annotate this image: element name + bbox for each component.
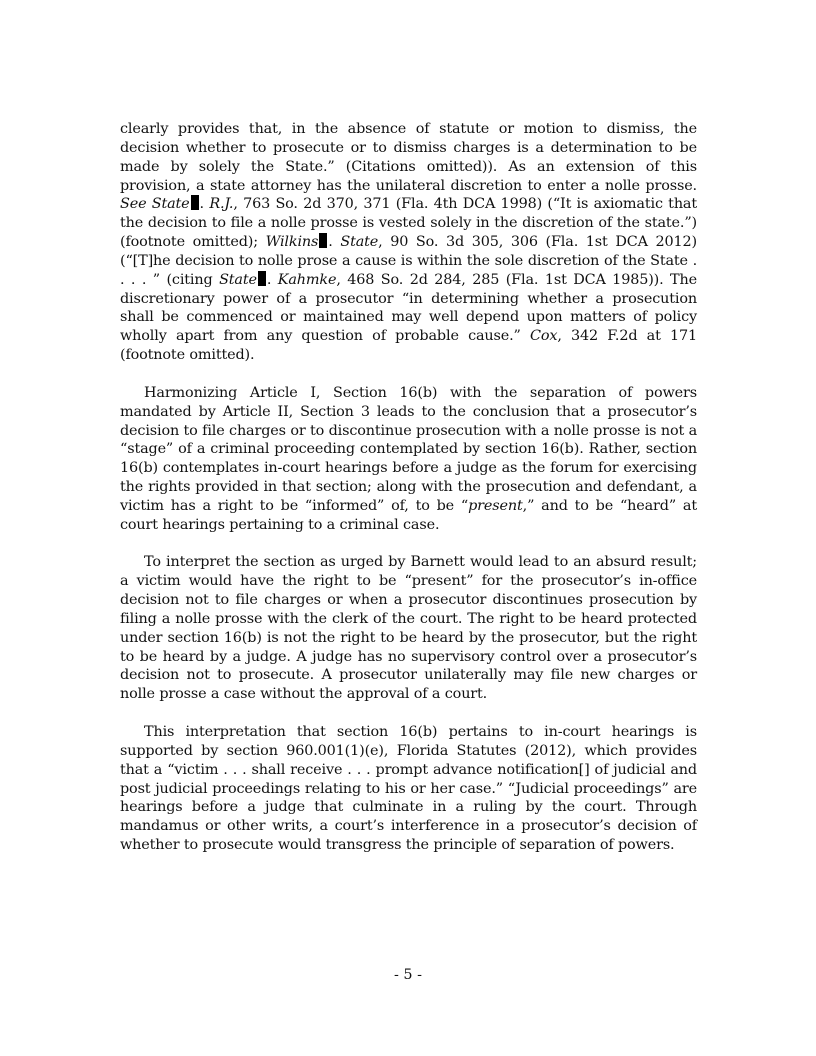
paragraph-gap [120,535,697,554]
case-citation: State [219,271,257,288]
redaction-mark [258,271,266,286]
paragraph-interpretation: This interpretation that section 16(b) pertains to in-court hearings is supported by section 960.001(1)(e), Florida Statutes (2012), which provides that a “victim . . . shall receive . . . prompt advance notification[] of judicial and post judicial proceedings relating to his or her case.” “Judicial proceedings” are hearings before a judge that culminate in a ruling by the court. Through mandamus or other writs, a court’s interference in a prosecutor’s decision of whether to prosecute would transgress the principle of separation of powers. [120,724,697,854]
page-number: - 5 - [393,967,423,983]
paragraph-absurd-result: To interpret the section as urged by Barnett would lead to an absurd result; a victim would have the right to be “present” for the prosecutor’s in-office decision not to file charges or when a prosecutor discontinues prosecution by filing a nolle prosse with the clerk of the court. The right to be heard protected under section 16(b) is not the right to be heard by the prosecutor, but the right to be heard by a judge. A judge has no supervisory control over a prosecutor’s decision not to prosecute. A prosecutor unilaterally may file new charges or nolle prosse a case without the approval of a court. [120,554,697,703]
case-citation: See State [120,196,190,213]
paragraph-gap [120,704,697,723]
case-citation: Cox [530,328,558,345]
case-citation: R.J. [209,196,234,213]
document-body [120,120,697,855]
case-citation: Wilkins [265,234,319,251]
paragraph-harmonizing: Harmonizing Article I, Section 16(b) with the separation of powers mandated by Article II, Section 3 leads to the conclusion that a prosecutor’s decision to file charges or to discontinue prosecution with a nolle prosse is not a “stage” of a criminal proceeding contemplated by section 16(b). Rather, section 16(b) contemplates in-court hearings before a judge as the forum for exercising the rights provided in that section; along with the prosecution and defendant, a victim has a right to be “informed” of, to be “present,” and to be “heard” at court hearings pertaining to a criminal case. [120,384,697,533]
paragraph-continuation: clearly provides that, in the absence of statute or motion to dismiss, the decision whether to prosecute or to dismiss charges is a determination to be made by solely the State.” (Citations omitted)). As an extension of this provision, a state attorney has the unilateral discretion to enter a nolle prosse. See State . R.J., 763 So. 2d 370, 371 (Fla. 4th DCA 1998) (“It is axiomatic that the decision to file a nolle prosse is vested solely in the discretion of the state.”) (footnote omitted); Wilkins . State, 90 So. 3d 305, 306 (Fla. 1st DCA 2012) (“[T]he decision to nolle prose a cause is within the sole discretion of the State . . . . ” (citing State . Kahmke, 468 So. 2d 284, 285 (Fla. 1st DCA 1985)). The discretionary power of a prosecutor “in determining whether a prosecution shall be commenced or maintained may well depend upon matters of policy wholly apart from any question of probable cause.” Cox, 342 F.2d at 171 (footnote omitted). [120,121,697,364]
emphasis-present: present [468,497,523,514]
redaction-mark [319,233,327,248]
case-citation: Kahmke [277,271,337,288]
case-citation: State [340,234,379,251]
redaction-mark [191,195,199,210]
paragraph-gap [120,365,697,384]
